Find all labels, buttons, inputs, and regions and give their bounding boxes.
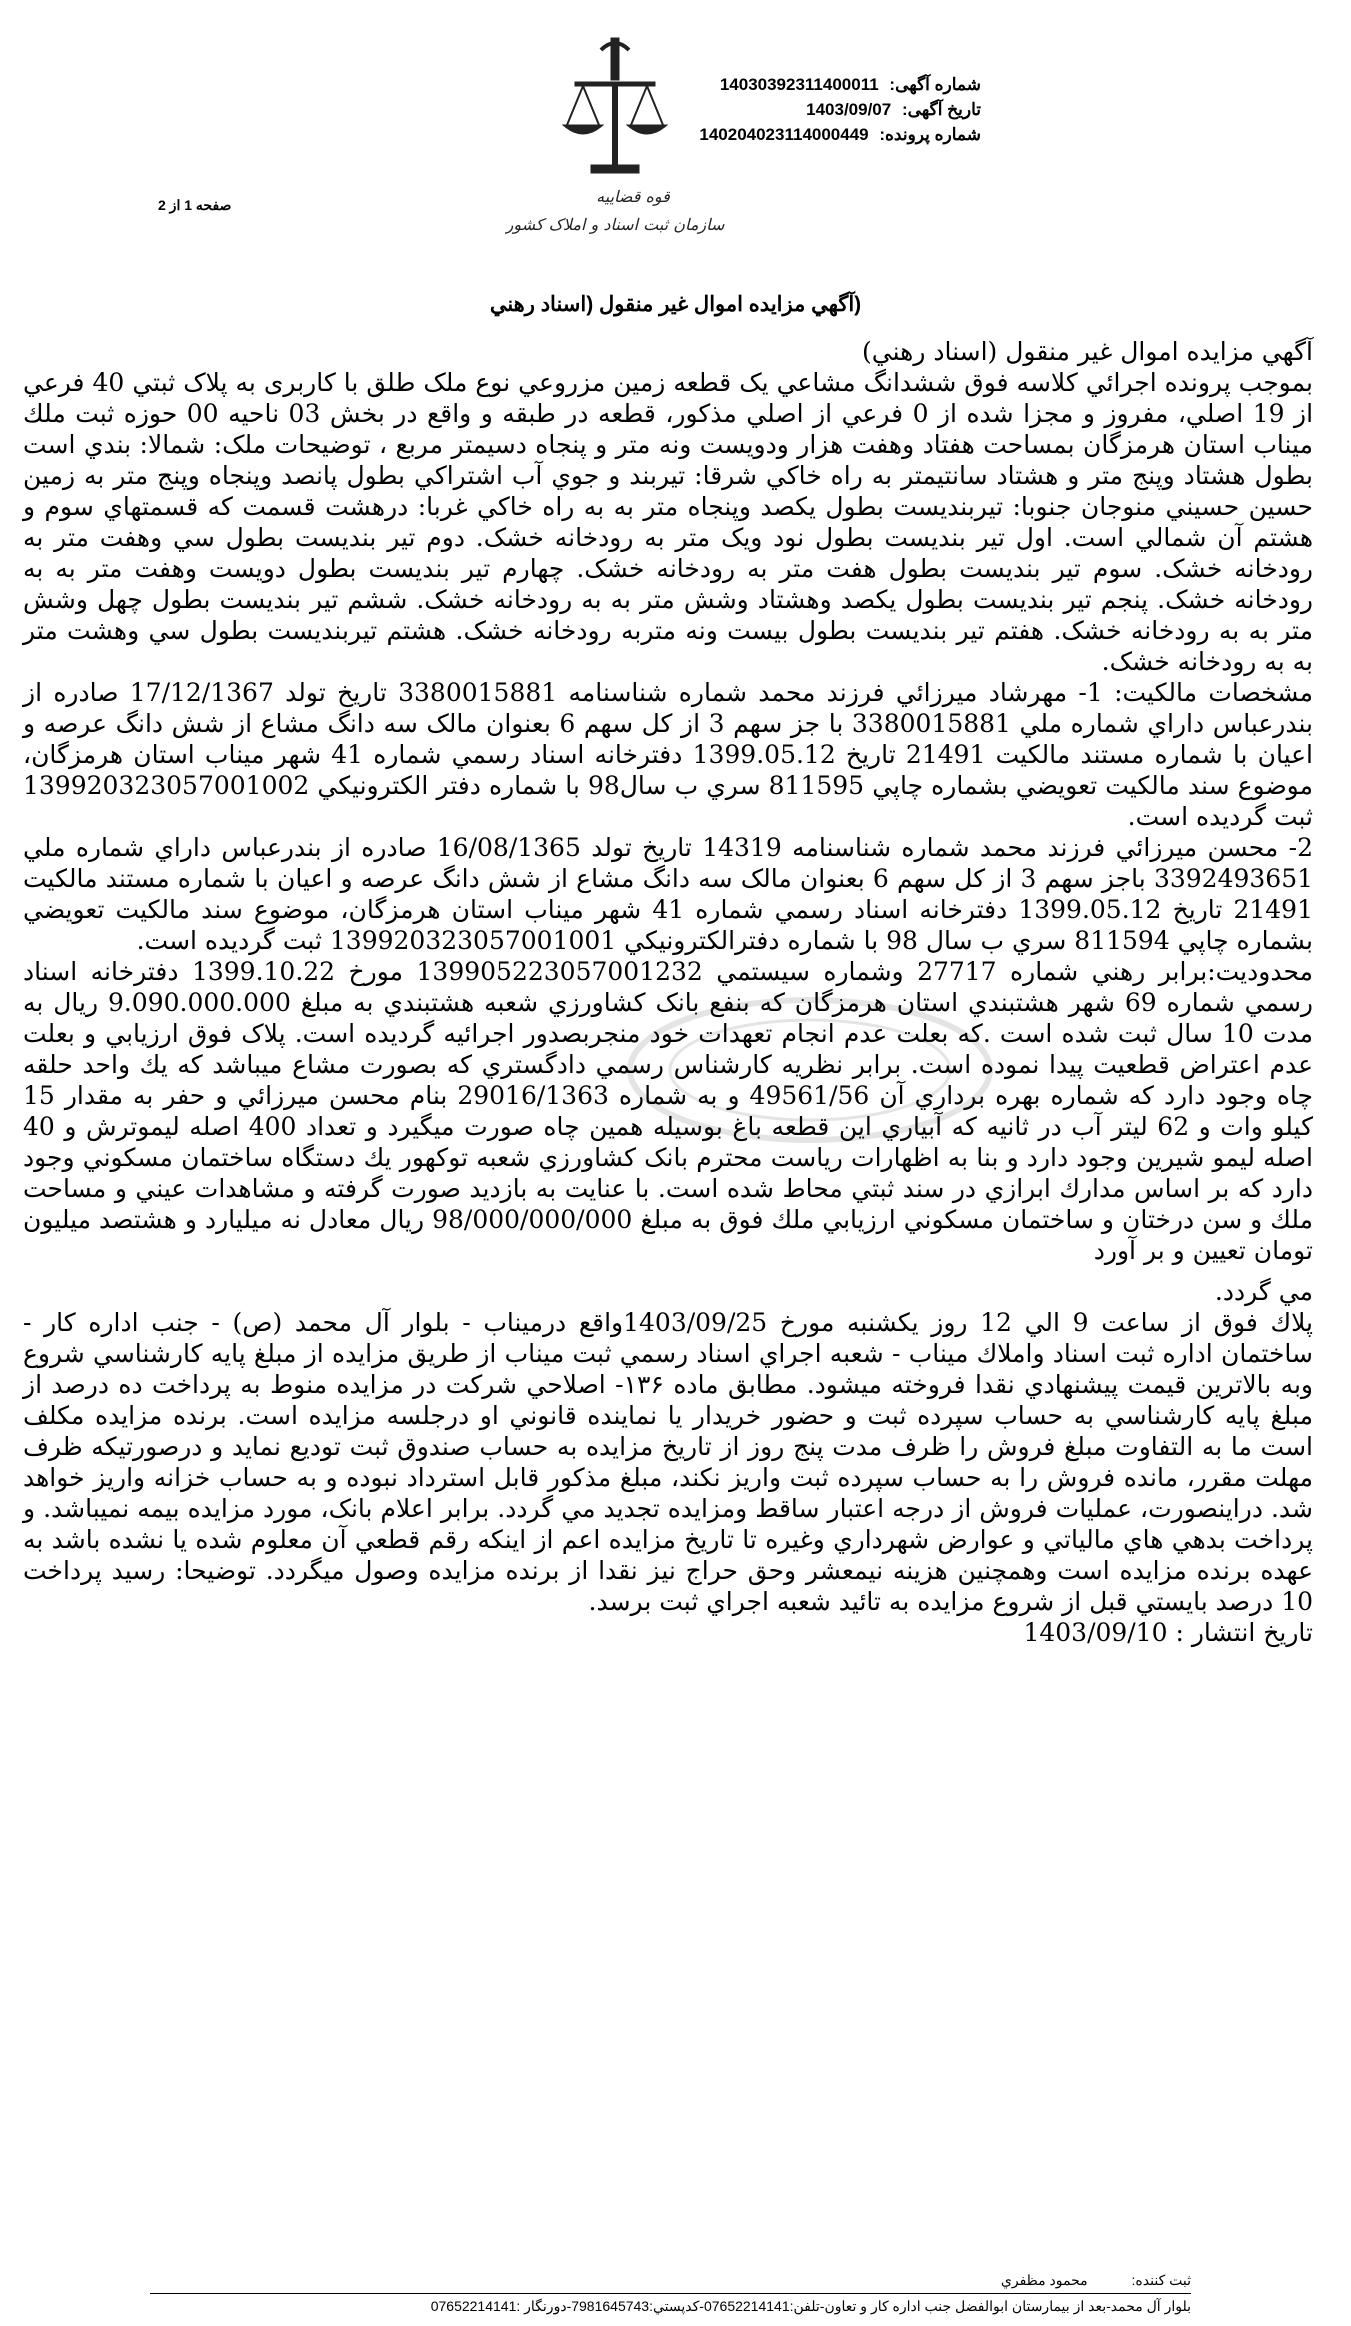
ad-date-row (699, 97, 981, 122)
case-number: 140204023114000449 (699, 125, 869, 144)
case-number-row (699, 122, 981, 147)
footer-address: بلوار آل محمد-بعد از بيمارستان ابوالفضل جنب اداره كار و تعاون-تلفن:07652214141-كدپستي:7981645743-دورنگار :07652214141 (150, 2293, 1191, 2315)
registrar-name: محمود مظفري (1000, 2272, 1088, 2288)
registrar-label: ثبت كننده: (1131, 2272, 1191, 2288)
case-number-label: شماره پرونده: (879, 125, 981, 144)
ownership-2: 2- محسن ميرزائي فرزند محمد شماره شناسنامه 14319 تاريخ تولد 16/08/1365 صادره از بندرعباس داراي شماره ملي 3392493651 باجز سهم 3 از كل سهم 6 بعنوان مالک سه دانگ مشاع از شش دانگ عرصه و اعيان با شماره مستند مالكيت 21491 تاريخ 1399.05.12 دفترخانه اسناد رسمي شماره 41 شهر ميناب استان هرمزگان، موضوع سند مالكيت تعويضي بشماره چاپي 811594 سري ب سال 98 با شماره دفترالكترونيكي 139920323057001001 ثبت گرديده است. (23, 833, 1314, 955)
ad-number: 14030392311400011 (719, 75, 879, 94)
notice-heading: آگهي مزايده اموال غير منقول (اسناد رهني) (862, 337, 1313, 366)
emblem-text-2: سازمان ثبت اسناد و املاک کشور (505, 215, 725, 234)
publish-date: تاريخ انتشار : 1403/09/10 (1023, 1618, 1313, 1647)
auction-terms: پلاك فوق از ساعت 9 الي 12 روز يكشنبه مورخ 1403/09/25واقع درميناب - بلوار آل محمد (ص) - جنب اداره كار - ساختمان اداره ثبت اسناد واملاك ميناب - شعبه اجراي اسناد رسمي ثبت ميناب از طريق مزايده از مبلغ پايه كارشناسي شروع وبه بالاترين قيمت پيشنهادي نقدا فروخته ميشود. مطابق ماده ۱۳۶- اصلاحي شركت در مزايده منوط به پرداخت ده درصد از مبلغ پايه كارشناسي به حساب سپرده ثبت و حضور خريدار يا نماينده قانوني او درجلسه مزايده است. برنده مزايده مكلف است ما به التفاوت مبلغ فروش را ظرف مدت پنج روز از تاريخ مزايده به حساب صندوق ثبت توديع نمايد و درصورتيكه ظرف مهلت مقرر، مانده فروش را به حساب سپرده ثبت واريز نكند، مبلغ مذكور قابل استرداد نبوده و به حساب خزانه واريز خواهد شد. دراينصورت، عمليات فروش از درجه اعتبار ساقط ومزايده تجديد مي گردد. برابر اعلام بانک، مورد مزايده بيمه نميباشد. و پرداخت بدهي هاي مالياتي و عوارض شهرداري وغيره تا تاريخ مزايده اعم از اينكه رقم قطعي آن معلوم شده يا نشده باشد به عهده برنده مزايده است وهمچنين هزينه نيمعشر وحق حراج نيز نقدا از برنده مزايده وصول ميگردد. توضيحا: رسيد پرداخت 10 درصد بايستي قبل از شروع مزايده به تائيد شعبه اجراي ثبت برسد. (23, 1308, 1313, 1616)
restriction: محدوديت:برابر رهني شماره 27717 وشماره سيستمي 139905223057001232 مورخ 1399.10.22 دفترخانه اسناد رسمي شماره 69 شهر هشتبندي استان هرمزگان كه بنفع بانک كشاورزي شعبه هشتبندي به مبلغ 9.090.000.000 ريال به مدت 10 سال ثبت شده است .که بعلت عدم انجام تعهدات خود منجربصدور اجرائيه گرديده است. پلاک فوق ارزيابي و بعلت عدم اعتراض قطعيت پيدا نموده است. برابر نظريه كارشناس رسمي دادگستري كه بصورت مشاع ميباشد كه يك واحد حلقه چاه وجود دارد كه شماره بهره برداري آن 49561/56 و به شماره 29016/1363 بنام محسن ميرزائي و حفر به مقدار 15 كيلو وات و 62 ليتر آب در ثانيه كه آبياري اين قطعه باغ بوسيله همين چاه صورت ميگيرد و تعداد 400 اصله ليموترش و 40 اصله ليمو شيرين وجود دارد و بنا به اظهارات رياست محترم بانک كشاورزي شعبه توكهور يك دستگاه ساختمان مسكوني وجود دارد كه بر اساس مدارك ابرازي در سند ثبتي محاط شده است. با عنايت به بازديد صورت گرفته و مشاهدات عيني و مساحت ملك و سن درختان و ساختمان مسكوني ارزيابي ملك فوق به مبلغ 98/000/000/000 ريال معادل نه ميليارد و هشتصد ميليون تومان تعيين و بر آورد (23, 957, 1314, 1265)
ownership-1: مشخصات مالكيت: 1- مهرشاد ميرزائي فرزند محمد شماره شناسنامه 3380015881 تاريخ تولد 17/12/1367 صادره از بندرعباس داراي شماره ملي 3380015881 با جز سهم 3 از كل سهم 6 بعنوان مالک سه دانگ مشاع از شش دانگ عرصه و اعيان با شماره مستند مالكيت 21491 تاريخ 1399.05.12 دفترخانه اسناد رسمي شماره 41 شهر ميناب استان هرمزگان، موضوع سند مالكيت تعويضي بشماره چاپي 811595 سري ب سال98 با شماره دفتر الكترونيكي 139920323057001002 ثبت گرديده است. (23, 678, 1313, 831)
notice-body (23, 336, 1313, 1648)
restriction-end: مي گردد. (1214, 1277, 1313, 1306)
page-number: صفحه 1 از 2 (158, 197, 232, 213)
ad-number-row (699, 72, 981, 97)
ad-date-label: تاریخ آگهی: (901, 100, 981, 119)
page-title: (آگهي مزايده اموال غير منقول (اسناد رهني (489, 293, 862, 316)
registrar-row (150, 2272, 1191, 2289)
judiciary-emblem-icon (505, 30, 725, 240)
ad-meta (699, 72, 981, 147)
ad-date: 1403/09/07 (806, 100, 892, 119)
emblem-text-1: قوه قضاییه (596, 187, 670, 206)
ad-number-label: شماره آگهی: (889, 75, 981, 94)
property-description: بموجب پرونده اجرائي کلاسه فوق ششدانگ مشاعي يک قطعه زمين مزروعي نوع ملک طلق با کاربری به پلاک ثبتي 40 فرعي از 19 اصلي، مفروز و مجزا شده از 0 فرعي از اصلي مذکور، قطعه در طبقه و واقع در بخش 03 ناحيه 00 حوزه ثبت ملك ميناب استان هرمزگان بمساحت هفتاد وهفت هزار ودويست ونه متر و پنجاه دسيمتر مربع ، توضيحات ملک: شمالا: بندي است بطول هشتاد وپنج متر و هشتاد سانتيمتر به راه خاكي شرقا: تيربند و جوي آب اشتراكي بطول پانصد وپنجاه وپنج متر به زمين حسين حسيني منوجان جنوبا: تيربنديست بطول يكصد وپنجاه متر به به راه خاكي غربا: درهشت قسمت كه قسمتهاي سوم و هشتم آن شمالي است. اول تير بنديست بطول نود ويک متر به رودخانه خشک. دوم تير بنديست بطول سي وهفت متر به رودخانه خشک. سوم تير بنديست بطول هفت متر به رودخانه خشک. چهارم تير بنديست بطول دويست وهفت متر به به رودخانه خشک. پنجم تير بنديست بطول يكصد وهشتاد وشش متر به به رودخانه خشک. ششم تير بنديست بطول چهل وشش متر به به رودخانه خشک. هفتم تير بنديست بطول بيست ونه متربه رودخانه خشک. هشتم تيربنديست بطول سي وهشت متر به به رودخانه خشک. (23, 368, 1314, 676)
footer (150, 2272, 1191, 2315)
